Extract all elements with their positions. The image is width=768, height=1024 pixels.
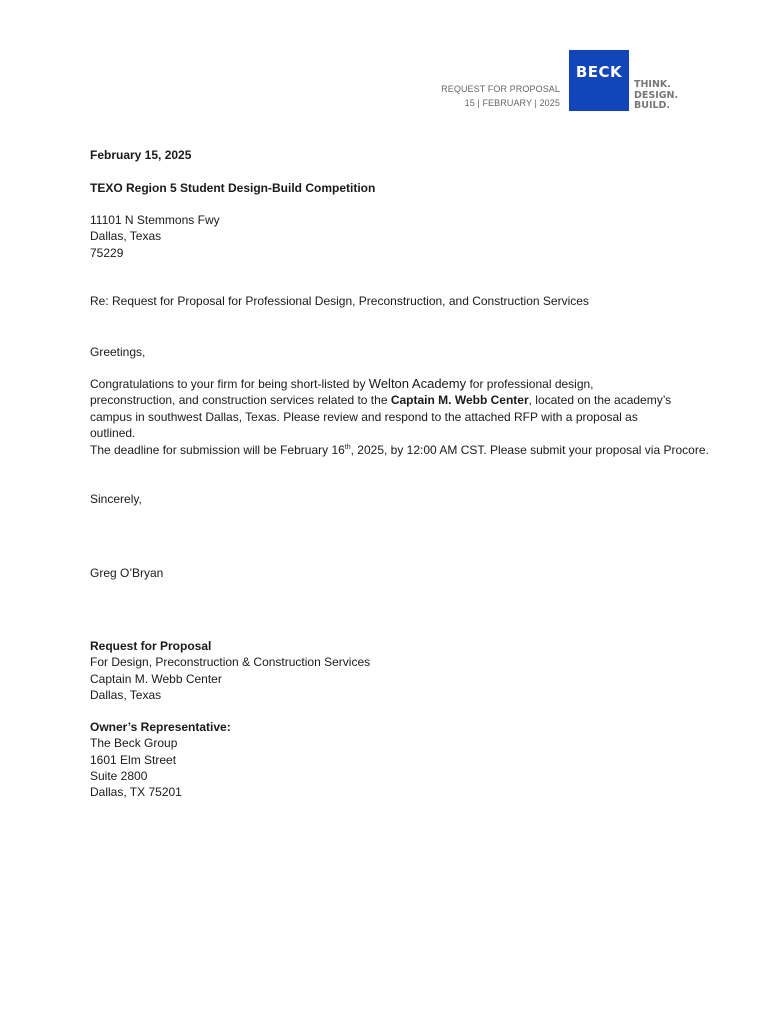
para2-text: The deadline for submission will be February 16 <box>90 443 345 457</box>
tagline-design: DESIGN. <box>634 89 679 101</box>
recipient-address <box>90 212 710 261</box>
tagline-build: BUILD. <box>634 100 671 111</box>
rfp-line: Dallas, Texas <box>90 687 162 702</box>
owner-rep-line: 1601 Elm Street <box>90 752 177 767</box>
owner-rep-block <box>90 719 710 800</box>
body-paragraph-2 <box>90 442 710 458</box>
ordinal-suffix: th <box>344 444 351 451</box>
brand-tagline <box>634 80 678 112</box>
doc-date-label: 15 | FEBRUARY | 2025 <box>464 98 560 108</box>
closing: Sincerely, <box>90 492 142 506</box>
letter-date: February 15, 2025 <box>90 148 192 162</box>
para1-text: Congratulations to your firm for being short-listed by <box>90 377 369 391</box>
doc-type-label: REQUEST FOR PROPOSAL <box>441 84 560 94</box>
owner-rep-line: Dallas, TX 75201 <box>90 785 182 800</box>
owner-rep-line: The Beck Group <box>90 736 178 751</box>
owner-rep-line: Suite 2800 <box>90 768 148 783</box>
rfp-line: For Design, Preconstruction & Construction Services <box>90 655 371 670</box>
para1-text: , located on the academy’s campus in southwest Dallas, Texas. Please review and respond to the attached RFP with a proposal as outlined. <box>90 393 672 440</box>
address-line: 11101 N Stemmons Fwy <box>90 213 220 227</box>
address-line: Dallas, Texas <box>90 229 162 244</box>
body-paragraph-1 <box>90 376 680 441</box>
recipient-name: TEXO Region 5 Student Design-Build Competition <box>90 181 376 195</box>
project-name: Captain M. Webb Center <box>390 393 529 408</box>
rfp-heading: Request for Proposal <box>90 639 212 653</box>
logo-text: BECK <box>575 62 623 81</box>
rfp-line: Captain M. Webb Center <box>90 671 222 686</box>
owner-rep-heading: Owner’s Representative: <box>90 720 231 734</box>
address-line: 75229 <box>90 245 124 260</box>
header-meta <box>441 82 560 110</box>
para2-text: , 2025, by 12:00 AM CST. Please submit your proposal via Procore. <box>350 443 709 457</box>
signature-name: Greg O’Bryan <box>90 566 164 580</box>
rfp-block <box>90 638 710 703</box>
re-line: Re: Request for Proposal for Professional Design, Preconstruction, and Construction Services <box>90 294 589 308</box>
tagline-think: THINK. <box>634 79 671 90</box>
para1-text: for professional design, preconstruction, and construction services related to the <box>90 377 594 408</box>
academy-name: Welton Academy <box>368 376 467 391</box>
beck-logo <box>569 50 629 111</box>
greeting: Greetings, <box>90 345 146 359</box>
